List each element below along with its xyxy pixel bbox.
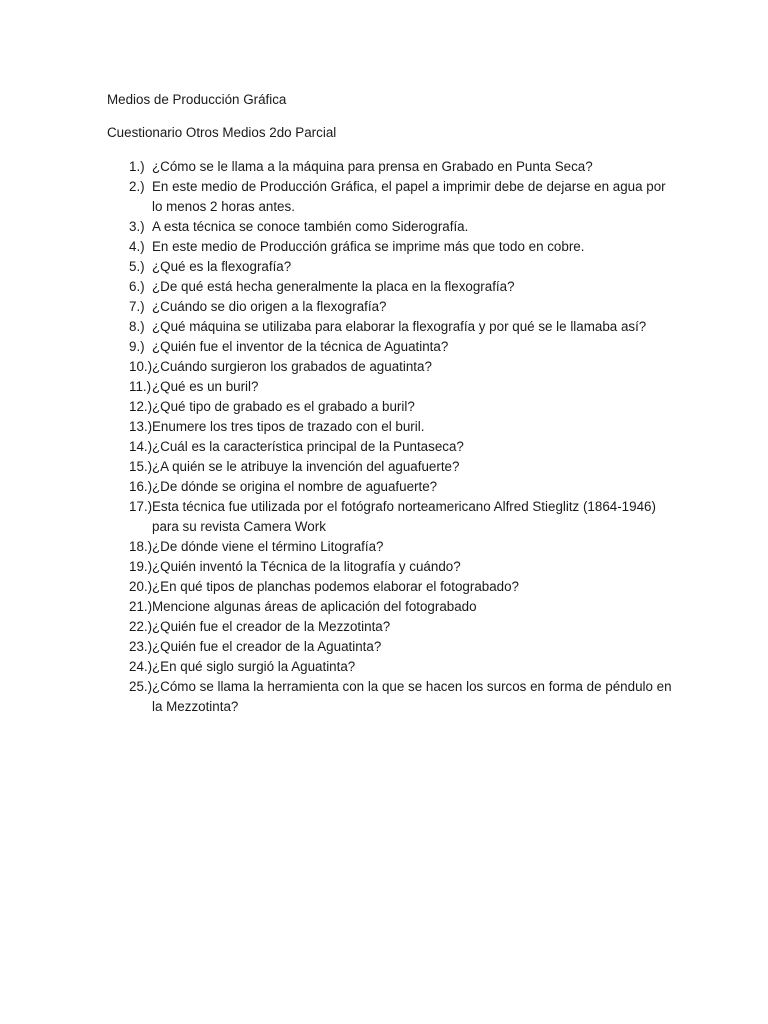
question-item	[0, 337, 672, 357]
question-text: ¿Quién fue el creador de la Mezzotinta?	[152, 619, 391, 634]
question-number: 18.)	[129, 539, 153, 554]
question-text: Esta técnica fue utilizada por el fotógrafo norteamericano Alfred Stieglitz (1864-1946) para su revista Camera Work	[152, 499, 656, 534]
question-text: ¿Cuándo se dio origen a la flexografía?	[152, 299, 387, 314]
question-text: ¿Quién fue el creador de la Aguatinta?	[152, 639, 382, 654]
question-item	[0, 277, 672, 297]
question-number: 1.)	[129, 159, 145, 174]
question-number: 8.)	[129, 319, 145, 334]
question-number: 24.)	[129, 659, 153, 674]
question-item	[0, 457, 672, 477]
question-item	[0, 477, 672, 497]
question-item	[0, 677, 672, 717]
question-text: ¿Cómo se le llama a la máquina para prensa en Grabado en Punta Seca?	[152, 159, 593, 174]
question-item	[0, 437, 672, 457]
question-text: ¿Cuál es la característica principal de la Puntaseca?	[152, 439, 464, 454]
question-item	[0, 637, 672, 657]
question-item	[0, 617, 672, 637]
question-number: 11.)	[129, 379, 152, 394]
question-text: ¿En qué siglo surgió la Aguatinta?	[152, 659, 356, 674]
question-number: 10.)	[129, 359, 153, 374]
question-number: 5.)	[129, 259, 145, 274]
question-number: 20.)	[129, 579, 153, 594]
question-item	[0, 537, 672, 557]
question-text: ¿A quién se le atribuye la invención del aguafuerte?	[152, 459, 460, 474]
question-item	[0, 157, 672, 177]
question-text: ¿Cuándo surgieron los grabados de aguatinta?	[152, 359, 432, 374]
question-text: ¿Qué máquina se utilizaba para elaborar la flexografía y por qué se le llamaba así?	[152, 319, 647, 334]
question-text: ¿De qué está hecha generalmente la placa en la flexografía?	[152, 279, 515, 294]
question-text: ¿Qué tipo de grabado es el grabado a buril?	[152, 399, 415, 414]
question-number: 4.)	[129, 239, 145, 254]
question-item	[0, 297, 672, 317]
question-number: 15.)	[129, 459, 153, 474]
question-number: 23.)	[129, 639, 153, 654]
question-item	[0, 397, 672, 417]
question-item	[0, 377, 672, 397]
question-text: ¿Quién fue el inventor de la técnica de Aguatinta?	[152, 339, 449, 354]
question-text: En este medio de Producción gráfica se imprime más que todo en cobre.	[152, 239, 585, 254]
question-number: 6.)	[129, 279, 145, 294]
question-number: 2.)	[129, 179, 145, 194]
question-item	[0, 177, 672, 217]
question-text: A esta técnica se conoce también como Siderografía.	[152, 219, 469, 234]
question-number: 22.)	[129, 619, 153, 634]
question-number: 13.)	[129, 419, 153, 434]
question-number: 12.)	[129, 399, 153, 414]
question-item	[0, 417, 672, 437]
question-text: En este medio de Producción Gráfica, el papel a imprimir debe de dejarse en agua por lo menos 2 horas antes.	[152, 179, 666, 214]
question-item	[0, 217, 672, 237]
question-text: ¿Cómo se llama la herramienta con la que se hacen los surcos en forma de péndulo en la Mezzotinta?	[152, 679, 672, 714]
question-text: ¿De dónde viene el término Litografía?	[152, 539, 384, 554]
question-number: 3.)	[129, 219, 145, 234]
question-text: Enumere los tres tipos de trazado con el buril.	[152, 419, 425, 434]
question-number: 21.)	[129, 599, 153, 614]
question-text: Mencione algunas áreas de aplicación del fotograbado	[152, 599, 477, 614]
document-subtitle: Cuestionario Otros Medios 2do Parcial	[107, 125, 337, 140]
question-text: ¿Qué es la flexografía?	[152, 259, 292, 274]
question-item	[0, 657, 672, 677]
question-item	[0, 357, 672, 377]
question-item	[0, 577, 672, 597]
question-item	[0, 257, 672, 277]
question-text: ¿En qué tipos de planchas podemos elaborar el fotograbado?	[152, 579, 520, 594]
question-list	[0, 157, 768, 717]
question-number: 9.)	[129, 339, 145, 354]
question-number: 16.)	[129, 479, 153, 494]
question-text: ¿Qué es un buril?	[152, 379, 259, 394]
question-number: 19.)	[129, 559, 153, 574]
document-title: Medios de Producción Gráfica	[107, 92, 287, 107]
question-number: 14.)	[129, 439, 153, 454]
question-item	[0, 597, 672, 617]
question-item	[0, 557, 672, 577]
question-item	[0, 497, 672, 537]
question-text: ¿De dónde se origina el nombre de aguafuerte?	[152, 479, 438, 494]
question-item	[0, 237, 672, 257]
question-text: ¿Quién inventó la Técnica de la litografía y cuándo?	[152, 559, 461, 574]
question-item	[0, 317, 672, 337]
question-number: 7.)	[129, 299, 145, 314]
question-number: 25.)	[129, 679, 153, 694]
question-number: 17.)	[129, 499, 153, 514]
